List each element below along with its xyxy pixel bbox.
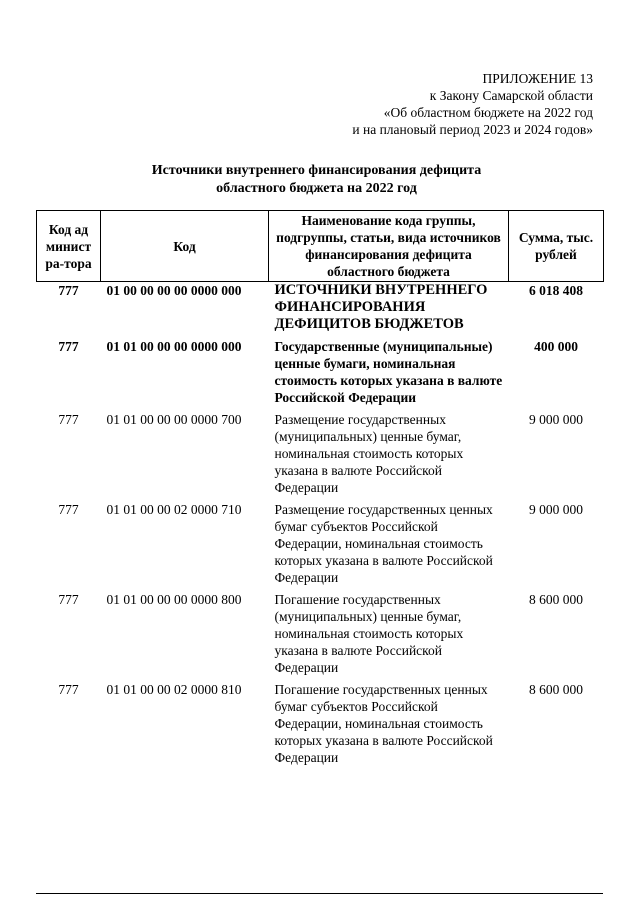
cell-name: Размещение государственных ценных бумаг субъектов Российской Федерации, номинальная стоимость которых указана в валюте Российской Федерации (274, 502, 493, 585)
appendix-law-period: и на плановый период 2023 и 2024 годов» (352, 122, 593, 137)
cell-admin: 777 (58, 592, 79, 607)
appendix-number: ПРИЛОЖЕНИЕ 13 (482, 71, 593, 86)
table-row (37, 681, 604, 771)
document-title (0, 162, 633, 198)
cell-sum: 9 000 000 (529, 502, 583, 517)
appendix-law-title: «Об областном бюджете на 2022 год (383, 105, 593, 120)
document-title-line-1: Источники внутреннего финансирования дефицита (151, 163, 482, 178)
cell-name: ИСТОЧНИКИ ВНУТРЕННЕГО ФИНАНСИРОВАНИЯ ДЕФИЦИТОВ БЮДЖЕТОВ (274, 282, 488, 332)
cell-code: 01 01 00 00 00 0000 700 (106, 412, 242, 427)
cell-name: Погашение государственных ценных бумаг субъектов Российской Федерации, номинальная стоимость которых указана в валюте Российской Федерации (274, 682, 493, 765)
cell-sum: 6 018 408 (529, 283, 583, 298)
table-row (37, 338, 604, 411)
header-name: Наименование кода группы, подгруппы, статьи, вида источников финансирования дефицита областного бюджета (269, 211, 509, 282)
cell-code: 01 01 00 00 02 0000 810 (106, 682, 242, 697)
table-row (37, 501, 604, 591)
cell-sum: 400 000 (534, 339, 578, 354)
cell-admin: 777 (58, 283, 79, 298)
table-row (37, 411, 604, 501)
cell-sum: 8 600 000 (529, 682, 583, 697)
cell-code: 01 01 00 00 02 0000 710 (106, 502, 242, 517)
appendix-header (352, 70, 593, 138)
table-row (37, 282, 604, 339)
header-sum: Сумма, тыс. рублей (509, 211, 604, 282)
cell-admin: 777 (58, 682, 79, 697)
cell-name: Размещение государственных (муниципальных) ценные бумаг, номинальная стоимость которых указана в валюте Российской Федерации (274, 412, 464, 495)
document-title-line-2: областного бюджета на 2022 год (216, 181, 417, 196)
cell-admin: 777 (58, 502, 79, 517)
table-row (37, 591, 604, 681)
page-bottom-divider (36, 893, 603, 894)
cell-code: 01 00 00 00 00 0000 000 (106, 283, 242, 298)
financing-sources-table (36, 210, 604, 771)
cell-name: Государственные (муниципальные) ценные бумаги, номинальная стоимость которых указана в валюте Российской Федерации (274, 339, 503, 405)
cell-admin: 777 (58, 339, 79, 354)
header-code: Код (101, 211, 269, 282)
header-admin-code: Код администра-тора (37, 211, 101, 282)
cell-name: Погашение государственных (муниципальных) ценные бумаг, номинальная стоимость которых указана в валюте Российской Федерации (274, 592, 464, 675)
cell-sum: 8 600 000 (529, 592, 583, 607)
cell-code: 01 01 00 00 00 0000 000 (106, 339, 242, 354)
cell-code: 01 01 00 00 00 0000 800 (106, 592, 242, 607)
cell-admin: 777 (58, 412, 79, 427)
table-header-row (37, 211, 604, 282)
appendix-law: к Закону Самарской области (429, 88, 593, 103)
cell-sum: 9 000 000 (529, 412, 583, 427)
